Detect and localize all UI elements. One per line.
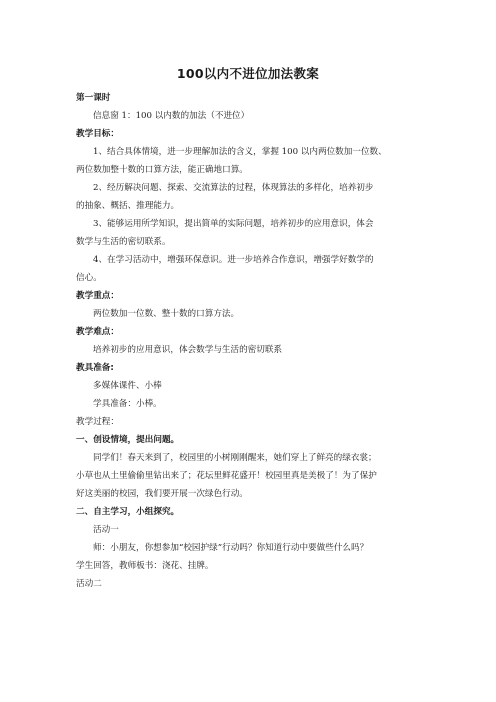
section-1-para-line-3: 好这美丽的校园，我们要开展一次绿色行动。 bbox=[76, 489, 248, 499]
activity-1-question: 师：小朋友，你想参加“校园护绿”行动吗？你知道行动中要做些什么吗？ bbox=[93, 543, 369, 553]
teaching-aids-text: 多媒体课件、小棒 bbox=[93, 381, 162, 391]
learning-aids-text: 学具准备：小棒。 bbox=[93, 399, 162, 409]
objective-2-line-1: 2、经历解决问题、探索、交流算法的过程，体现算法的多样化，培养初步 bbox=[93, 183, 374, 193]
section-1-para-line-2: 小草也从土里偷偷里钻出来了；花坛里鲜花盛开！校园里真是美极了！为了保护 bbox=[76, 471, 377, 481]
objective-1-line-2: 两位数加整十数的口算方法，能正确地口算。 bbox=[76, 165, 248, 175]
section-2-heading: 二、自主学习，小组探究。 bbox=[76, 507, 180, 517]
difficulty-heading: 教学难点： bbox=[76, 327, 119, 337]
objective-4-line-1: 4、在学习活动中，增强环保意识。进一步培养合作意识，增强学好数学的 bbox=[93, 255, 374, 265]
key-points-text: 两位数加一位数、整十数的口算方法。 bbox=[93, 309, 240, 319]
lesson-heading: 第一课时 bbox=[76, 93, 111, 103]
process-heading: 教学过程： bbox=[76, 417, 119, 427]
objective-2-line-2: 的抽象、概括、推理能力。 bbox=[76, 201, 180, 211]
objectives-heading: 教学目标： bbox=[76, 129, 119, 139]
teaching-aids-heading: 教具准备: bbox=[76, 363, 114, 373]
objective-3-line-2: 数学与生活的密切联系。 bbox=[76, 237, 171, 247]
activity-2-label: 活动二 bbox=[76, 579, 102, 589]
info-window-line: 信息窗 1：100 以内数的加法（不进位） bbox=[93, 111, 250, 121]
document-title: 100以内不进位加法教案 bbox=[176, 66, 320, 81]
difficulty-text: 培养初步的应用意识，体会数学与生活的密切联系 bbox=[93, 345, 283, 355]
activity-1-label: 活动一 bbox=[93, 525, 119, 535]
section-1-heading: 一、创设情境，提出问题。 bbox=[76, 435, 180, 445]
section-1-para-line-1: 同学们！春天来到了，校园里的小树刚刚醒来，她们穿上了鲜亮的绿衣裳； bbox=[93, 453, 377, 463]
objective-3-line-1: 3、能够运用所学知识，提出简单的实际问题，培养初步的应用意识，体会 bbox=[93, 219, 374, 229]
objective-4-line-2: 信心。 bbox=[76, 273, 102, 283]
objective-1-line-1: 1、结合具体情境，进一步理解加法的含义，掌握 100 以内两位数加一位数、 bbox=[93, 147, 387, 157]
activity-1-answer: 学生回答，教师板书：浇花、挂牌。 bbox=[76, 561, 214, 571]
key-points-heading: 教学重点： bbox=[76, 291, 119, 301]
